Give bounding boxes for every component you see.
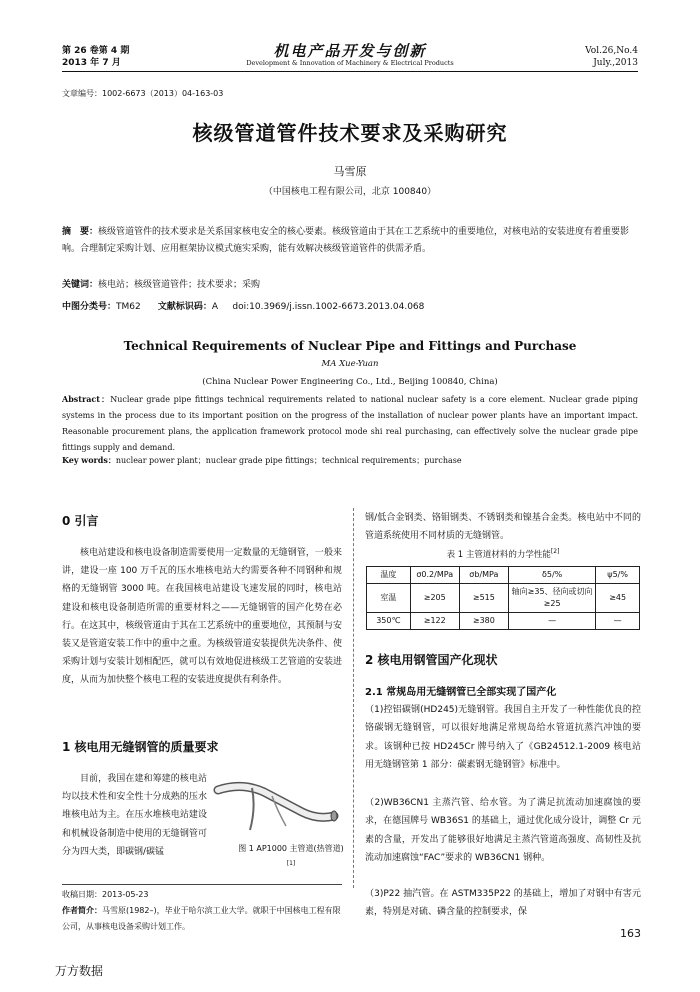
journal-title-en: Development & Innovation of Machinery & Electrical Products bbox=[246, 59, 454, 67]
section-2-heading: 2 核电用钢管国产化现状 bbox=[365, 653, 498, 667]
figure-1-caption bbox=[236, 841, 346, 874]
doc-code-value: A bbox=[211, 302, 219, 312]
affiliation-en: (China Nuclear Power Engineering Co., Ltd., Beijing 100840, China) bbox=[202, 377, 498, 387]
header-rule bbox=[62, 71, 638, 72]
article-number: 文章编号：1002-6673（2013）04-163-03 bbox=[62, 89, 224, 98]
footnote-bio bbox=[62, 903, 342, 935]
section-0-heading: 0 引言 bbox=[62, 514, 99, 528]
table-cell: ≥380 bbox=[459, 613, 508, 630]
header-journal bbox=[200, 43, 500, 68]
table-cell: 轴向≥35、径向或切向≥25 bbox=[508, 584, 595, 613]
table-cell: ≥515 bbox=[459, 584, 508, 613]
section-2-paragraph-3: （3)P22 抽汽管。在 ASTM335P22 的基础上，增加了对钢中有害元素，特别是对硫、磷含量的控制要求，保 bbox=[365, 889, 641, 918]
title-en: Technical Requirements of Nuclear Pipe and Fittings and Purchase bbox=[123, 339, 577, 353]
section-1-heading: 1 核电用无缝钢管的质量要求 bbox=[62, 740, 219, 754]
table-cell: ≥205 bbox=[410, 584, 459, 613]
footnote-bio-text: 马雪原(1982–)，毕业于哈尔滨工业大学。就职于中国核电工程有限公司，从事核电设备采购计划工作。 bbox=[62, 906, 341, 931]
clc-label: 中图分类号： bbox=[62, 302, 117, 312]
table-1-ref: [2] bbox=[550, 548, 560, 556]
table-1 bbox=[366, 566, 640, 630]
table-header-cell: 温度 bbox=[367, 567, 411, 584]
affiliation: （中国核电工程有限公司，北京 100840） bbox=[263, 187, 437, 197]
abstract-en bbox=[62, 391, 638, 456]
abstract-en-label: Abstract： bbox=[62, 394, 111, 404]
section-0-paragraph: 核电站建设和核电设备制造需要使用一定数量的无缝钢管，一般来讲，建设一座 100 万千瓦的压水堆核电站大约需要各种不同钢种和规格的无缝钢管 3000 吨。在我国核电站建设飞速发展的同时，核电站建设和核电设备制造所需的重要材料之——无缝钢管的国产化势在必行。在这其中，核级管道由于其在工艺系统中的重要地位，其预制与安装又是管道安装工作中的重中之重。为核级管道安装提供先决条件、使采购计划与安装计划相配匹，就可以有效地促进核级工艺管道的安装进度，从而为加快整个核电工程的安装进度提供有利条件。 bbox=[62, 548, 342, 686]
table-header-row bbox=[367, 567, 640, 584]
table-header-cell: σ0.2/MPa bbox=[410, 567, 459, 584]
section-2-paragraph-1: （1)控铝碳钢(HD245)无缝钢管。我国自主开发了一种性能优良的控铬碳钢无缝钢管，可以很好地满足常规岛给水管道抗蒸汽冲蚀的要求。该钢种已按 HD245Cr 牌号纳入了《GB24512.1-2009 核电站用无缝钢管第 1 部分：碳素钢无缝钢管》标准中。 bbox=[365, 705, 641, 771]
doi: doi:10.3969/j.issn.1002-6673.2013.04.068 bbox=[232, 302, 425, 312]
keywords-cn bbox=[62, 277, 638, 290]
page-number: 163 bbox=[620, 927, 641, 940]
footnote-bio-label: 作者简介： bbox=[62, 906, 102, 915]
header-volume-cn: 第 26 卷第 4 期 bbox=[62, 46, 130, 56]
column-divider bbox=[353, 508, 354, 888]
table-header-cell: ψ5/% bbox=[596, 567, 640, 584]
keywords-cn-text: 核电站；核级管道管件；技术要求；采购 bbox=[98, 280, 261, 290]
table-header-cell: δ5/% bbox=[508, 567, 595, 584]
table-1-caption-text: 表 1 主管道材料的力学性能 bbox=[446, 550, 551, 560]
doc-code-label: 文献标识码： bbox=[157, 302, 212, 312]
header-volume-en: Vol.26,No.4 bbox=[585, 46, 638, 56]
keywords-en-text: nuclear power plant；nuclear grade pipe fittings；technical requirements；purchase bbox=[115, 456, 462, 465]
section-1-paragraph: 目前，我国在建和筹建的核电站均以技术性和安全性十分成熟的压水堆核电站为主。在压水堆核电站建设和机械设备制造中使用的无缝钢管可分为四大类，即碳钢/碳锰 bbox=[62, 774, 207, 857]
author-en: MA Xue-Yuan bbox=[321, 359, 379, 369]
table-cell: 350℃ bbox=[367, 613, 411, 630]
table-cell: — bbox=[508, 613, 595, 630]
table-header-cell: σb/MPa bbox=[459, 567, 508, 584]
figure-1-ref: [1] bbox=[286, 860, 296, 867]
classification-line bbox=[62, 299, 638, 312]
header-issue bbox=[62, 45, 129, 69]
keywords-cn-label: 关键词： bbox=[62, 280, 99, 290]
section-2-1-heading: 2.1 常规岛用无缝钢管已全部实现了国产化 bbox=[365, 687, 557, 698]
right-intro-paragraph: 钢/低合金钢类、铬钼钢类、不锈钢类和镍基合金类。核电站中不同的管道系统使用不同材质的无缝钢管。 bbox=[365, 513, 641, 542]
figure-1-caption-text: 图 1 AP1000 主管道(热管道) bbox=[238, 844, 344, 853]
table-cell: 室温 bbox=[367, 584, 411, 613]
table-cell: ≥45 bbox=[596, 584, 640, 613]
journal-title-cn: 机电产品开发与创新 bbox=[273, 42, 427, 60]
header-issue-en bbox=[585, 45, 638, 69]
watermark: 万方数据 bbox=[55, 964, 104, 978]
table-cell: — bbox=[596, 613, 640, 630]
section-2-paragraph-2: （2)WB36CN1 主蒸汽管、给水管。为了满足抗流动加速腐蚀的要求，在德国牌号 WB36S1 的基础上，通过优化成分设计，调整 Cr 元素的含量，开发出了能够很好地满足主蒸汽管道高强度、高韧性及抗流动加速腐蚀“FAC”要求的 WB36CN1 钢种。 bbox=[365, 798, 641, 864]
table-cell: ≥122 bbox=[410, 613, 459, 630]
author: 马雪原 bbox=[333, 165, 367, 178]
footnote-rule bbox=[62, 884, 342, 885]
keywords-en-label: Key words： bbox=[62, 455, 116, 465]
header-date-en: July.,2013 bbox=[593, 58, 638, 68]
clc-value: TM62 bbox=[116, 302, 141, 312]
abstract-cn bbox=[62, 224, 638, 258]
paper-title: 核级管道管件技术要求及采购研究 bbox=[192, 121, 508, 145]
table-row bbox=[367, 613, 640, 630]
table-1-caption bbox=[365, 548, 641, 560]
abstract-en-text: Nuclear grade pipe fittings technical requirements related to national nuclear safety is a core element. Nuclear grade piping systems in the process due to its important position on the progress of the installation of nuclear power plants have an important impact. Reasonable procurement plans, the application framework protocol mode shi real purchasing, can effectively solve the nuclear grade pipe fittings supply and demand. bbox=[62, 395, 638, 452]
figure-1-pipe bbox=[212, 778, 340, 840]
abstract-cn-label: 摘 要： bbox=[62, 227, 99, 237]
keywords-en bbox=[62, 455, 638, 466]
table-row bbox=[367, 584, 640, 613]
abstract-cn-text: 核级管道管件的技术要求是关系国家核电安全的核心要素。核级管道由于其在工艺系统中的重要地位，对核电站的安装进度有着重要影响。合理制定采购计划、应用框架协议模式施实采购，能有效解决核级管道管件的供需矛盾。 bbox=[62, 227, 630, 254]
footnote-received: 收稿日期：2013-05-23 bbox=[62, 890, 149, 899]
header-date-cn: 2013 年 7 月 bbox=[62, 58, 121, 68]
